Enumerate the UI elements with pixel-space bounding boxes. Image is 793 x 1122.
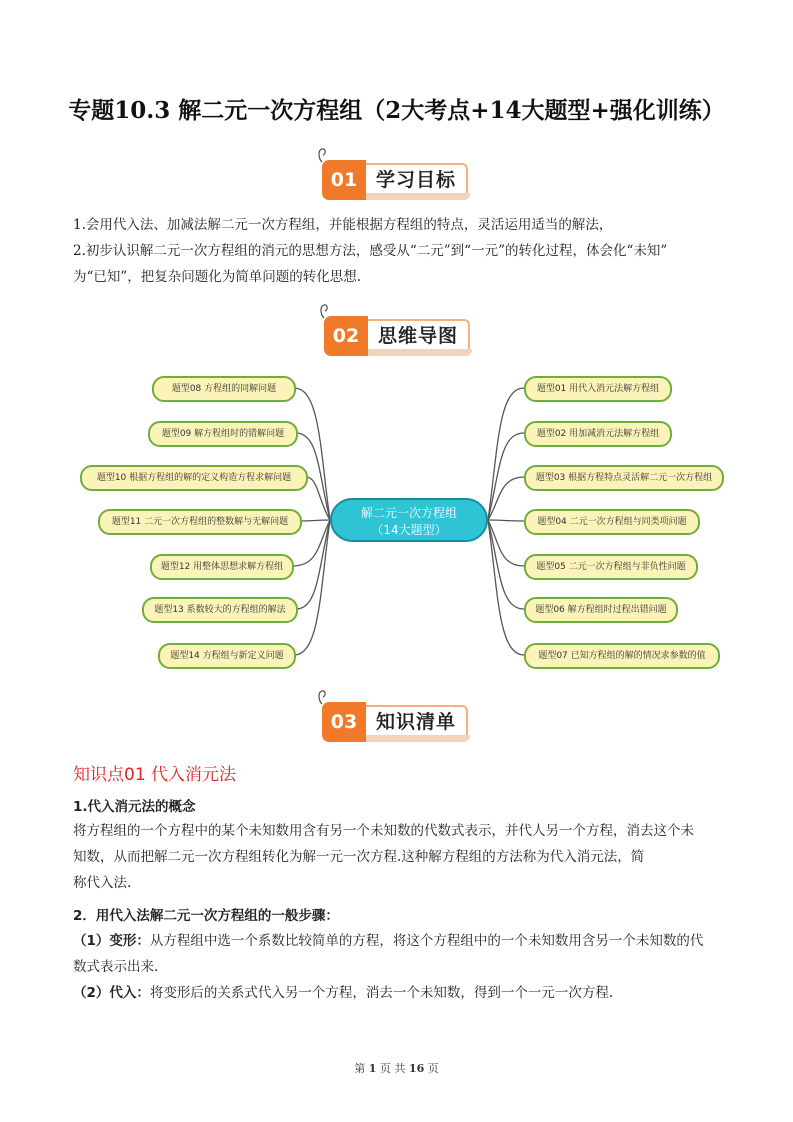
page-total: 16	[408, 1062, 425, 1075]
mindmap-node-left: 题型14 方程组与新定义问题	[158, 643, 296, 669]
text-line: 知数，从而把解二元一次方程组转化为解一元一次方程.这种解方程组的方法称为代入消元法，简	[73, 849, 645, 865]
mindmap-node-left: 题型13 系数较大的方程组的解法	[142, 597, 298, 623]
mindmap-center	[330, 498, 488, 542]
knowledge-point-title: 知识点01 代入消元法	[73, 765, 237, 785]
concept-text	[73, 818, 725, 896]
mindmap-node-right: 题型04 二元一次方程组与同类项问题	[524, 509, 700, 535]
badge-shadow	[366, 735, 470, 742]
goal-line: 1.会用代入法、加减法解二元一次方程组，并能根据方程组的特点，灵活运用适当的解法，	[73, 217, 613, 233]
mindmap-node-left: 题型11 二元一次方程组的整数解与无解问题	[98, 509, 302, 535]
step-line	[73, 980, 725, 1006]
mindmap-node-right: 题型07 已知方程组的解的情况求参数的值	[524, 643, 720, 669]
goal-line: 2.初步认识解二元一次方程组的消元的思想方法，感受从“二元”到“一元”的转化过程，体会化“未知”	[73, 243, 668, 259]
section-number: 02	[324, 316, 368, 356]
page-number: 1	[368, 1062, 377, 1075]
mindmap-node-right: 题型03 根据方程特点灵活解二元一次方程组	[524, 465, 724, 491]
step-label: （1）变形：	[73, 933, 150, 949]
mindmap-node-left: 题型08 方程组的同解问题	[152, 376, 296, 402]
footer-suffix: 页	[427, 1062, 439, 1075]
mindmap-node-left: 题型09 解方程组时的错解问题	[148, 421, 298, 447]
step-text: 将变形后的关系式代入另一个方程，消去一个未知数，得到一个一元一次方程.	[149, 985, 614, 1001]
footer-prefix: 第	[354, 1062, 366, 1075]
center-title: 解二元一次方程组	[360, 506, 457, 520]
step-label: （2）代入：	[73, 985, 150, 1001]
section-label: 学习目标	[366, 163, 468, 197]
text-line: 称代入法.	[73, 875, 132, 891]
subheading: 1.代入消元法的概念	[73, 799, 196, 815]
step-line: 数式表示出来.	[73, 959, 159, 975]
mindmap-node-right: 题型05 二元一次方程组与非负性问题	[524, 554, 698, 580]
step-line	[73, 928, 725, 954]
steps-text	[73, 928, 725, 1006]
mindmap-node-right: 题型01 用代入消元法解方程组	[524, 376, 672, 402]
mindmap-node-right: 题型02 用加减消元法解方程组	[524, 421, 672, 447]
section-number: 01	[322, 160, 366, 200]
center-subtitle: （14大题型）	[371, 523, 447, 537]
page-footer	[0, 1060, 793, 1076]
step-text: 从方程组中选一个系数比较简单的方程，将这个方程组中的一个未知数用含另一个未知数的代	[149, 933, 704, 949]
text-line: 将方程组的一个方程中的某个未知数用含有另一个未知数的代数式表示，并代人另一个方程，消去这个未	[73, 823, 694, 839]
section-label: 知识清单	[366, 705, 468, 739]
mindmap-node-right: 题型06 解方程组时过程出错问题	[524, 597, 678, 623]
mindmap-node-left: 题型12 用整体思想求解方程组	[150, 554, 294, 580]
goal-line: 为“已知”，把复杂问题化为简单问题的转化思想.	[73, 269, 362, 285]
section-number: 03	[322, 702, 366, 742]
subheading: 2．用代入法解二元一次方程组的一般步骤：	[73, 908, 339, 924]
mindmap-node-left: 题型10 根据方程组的解的定义构造方程求解问题	[80, 465, 308, 491]
footer-mid: 页 共	[379, 1062, 406, 1075]
page-title: 专题10.3 解二元一次方程组（2大考点+14大题型+强化训练）	[68, 97, 725, 124]
section-label: 思维导图	[368, 319, 470, 353]
